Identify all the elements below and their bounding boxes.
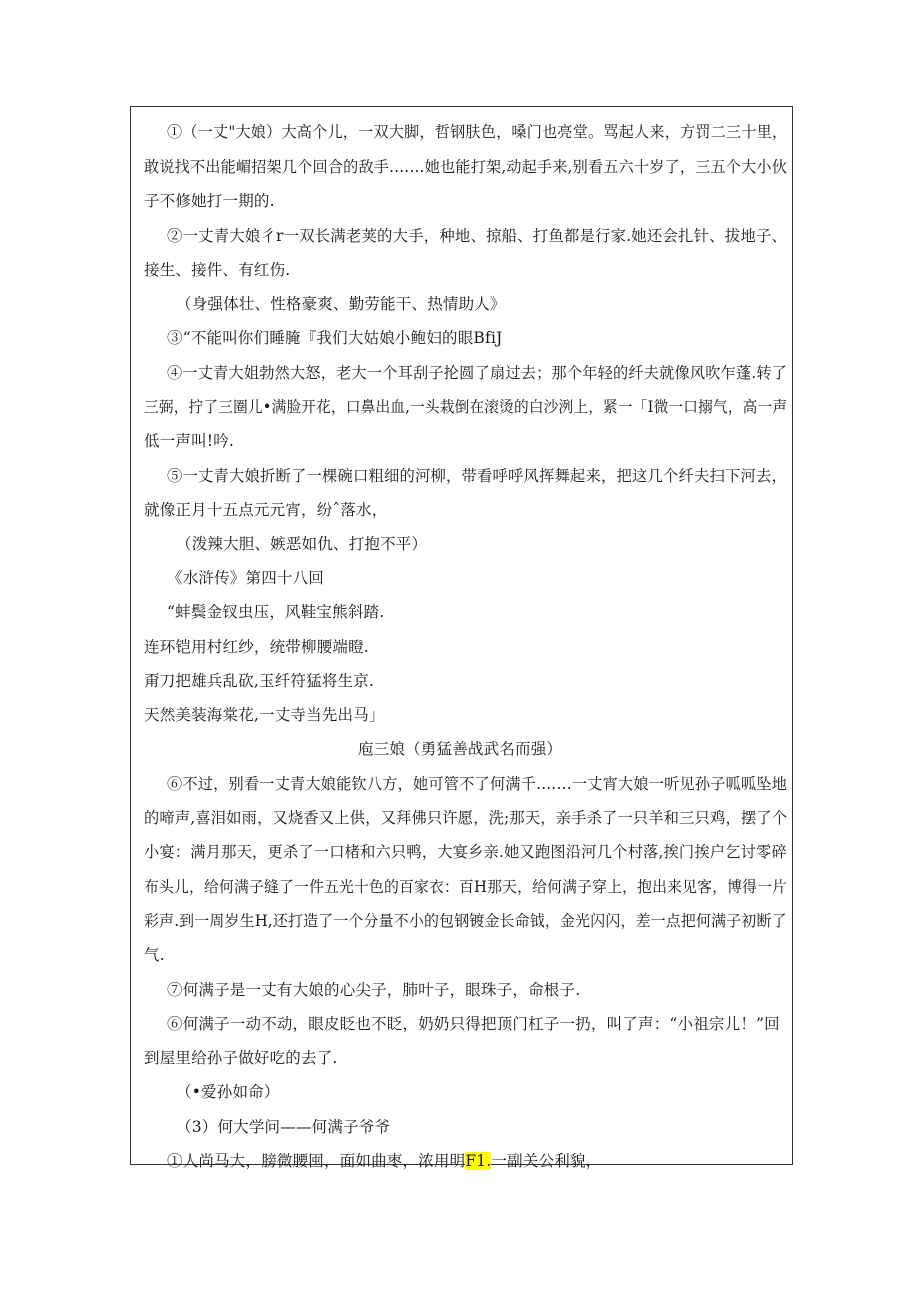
text-line: （•爱孙如命） [176, 1083, 280, 1101]
text-line: （泼辣大胆、嫉恶如仇、打抱不平） [176, 535, 428, 553]
text-line: 小宴：满月那天，更杀了一口楮和六只鸭，大宴乡亲.她又跑图沿河几个村落,挨门挨户乞讨零碎 [144, 843, 787, 861]
text-line: （3）何大学问——何满子爷爷 [176, 1118, 391, 1136]
text-line: 连环铠用村红纱，统带柳腰端瞪. [144, 638, 369, 656]
text-line: 天然美装海棠花,一丈寺当先出马」 [144, 706, 385, 724]
text-line: 低一声叫!吟. [144, 432, 235, 450]
text-line: 彩声.到一周岁生H,还打造了一个分量不小的包钢镀金长命钺，金光闪闪，差一点把何满子初断了 [144, 912, 787, 930]
text-line: 接生、接件、有红伤. [144, 261, 291, 279]
highlighted-text: F1. [465, 1152, 492, 1170]
text-line: ③“不能叫你们睡腌『我们大姑娘小鲍妇的眼BfiJ [167, 329, 503, 347]
text-line: ①（一丈"大娘）大高个儿，一双大脚，哲钢肤色，嗓门也亮堂。骂起人来，方罚二三十里， [167, 123, 788, 141]
text-line: 就像正月十五点元元宵，纷ˆ落水， [144, 501, 388, 519]
text-line: ⑦何满子是一丈有大娘的心尖子，肺叶子，眼珠子，命根子. [167, 981, 581, 999]
text-line: ⑤一丈青大娘折断了一棵碗口粗细的河柳，带看呼呼风挥舞起来，把这几个纤夫扫下河去， [167, 467, 788, 485]
text-line: 气. [144, 946, 165, 964]
text-line-last [167, 1151, 601, 1171]
text-line: ②一丈青大娘彳r一双长满老荚的大手，种地、掠船、打鱼都是行家.她还会扎针、拔地子、 [167, 227, 788, 245]
text-line: 《水浒传》第四十八回 [167, 569, 325, 587]
text-line: 敢说找不出能嵋招架几个回合的敌手.……她也能打架,动起手来,别看五六十岁了，三五个大小伙 [144, 158, 788, 176]
text-line: 三弼，拧了三圈儿•满脸开花，口鼻出血,一头栽倒在滚烫的白沙洌上，紧一「I微一口搦气，高一声 [144, 398, 788, 416]
text-line: 布头儿，给何满子缝了一件五光十色的百家衣：百H那天，给何满子穿上，抱出来见客，博得一片 [144, 878, 788, 896]
text-line: ④一丈青大姐勃然大怒，老大一个耳刮子抡圆了扇过去；那个年轻的纤夫就像风吹乍蓬.转了 [167, 364, 788, 382]
text-line: 到屋里给孙子做好吃的去了. [144, 1049, 338, 1067]
text-line: “蚌鬓金钗虫压，风鞋宝熊斜踏. [167, 603, 385, 621]
text-line: 子不修她打一期的. [144, 192, 275, 210]
text-line: ⑥何满子一动不动，眼皮眨也不眨，奶奶只得把顶门杠子一扔，叫了声：“小祖宗儿！”回 [167, 1015, 780, 1033]
text-line: 甭刀把雄兵乱砍,玉纤符猛将生京. [144, 672, 375, 690]
text-line: 庖三娘（勇猛善战武名而强） [358, 740, 563, 758]
text-line: （身强体壮、性格豪爽、勤劳能干、热情助人》 [176, 295, 506, 313]
text-segment: 一副关公利貌， [491, 1152, 602, 1170]
text-segment: ①人尚马大，膀微腰囤，面如曲枣，浓用明 [167, 1152, 466, 1170]
text-line: ⑥不过，别看一丈青大娘能钦八方，她可管不了何满千.……一丈宵大娘一听见孙子呱呱坠地 [167, 775, 788, 793]
text-line: 的啼声,喜泪如雨，又烧香又上供，又拜佛只许愿，洗;那天，亲手杀了一只羊和三只鸡，摆了个 [144, 809, 788, 827]
